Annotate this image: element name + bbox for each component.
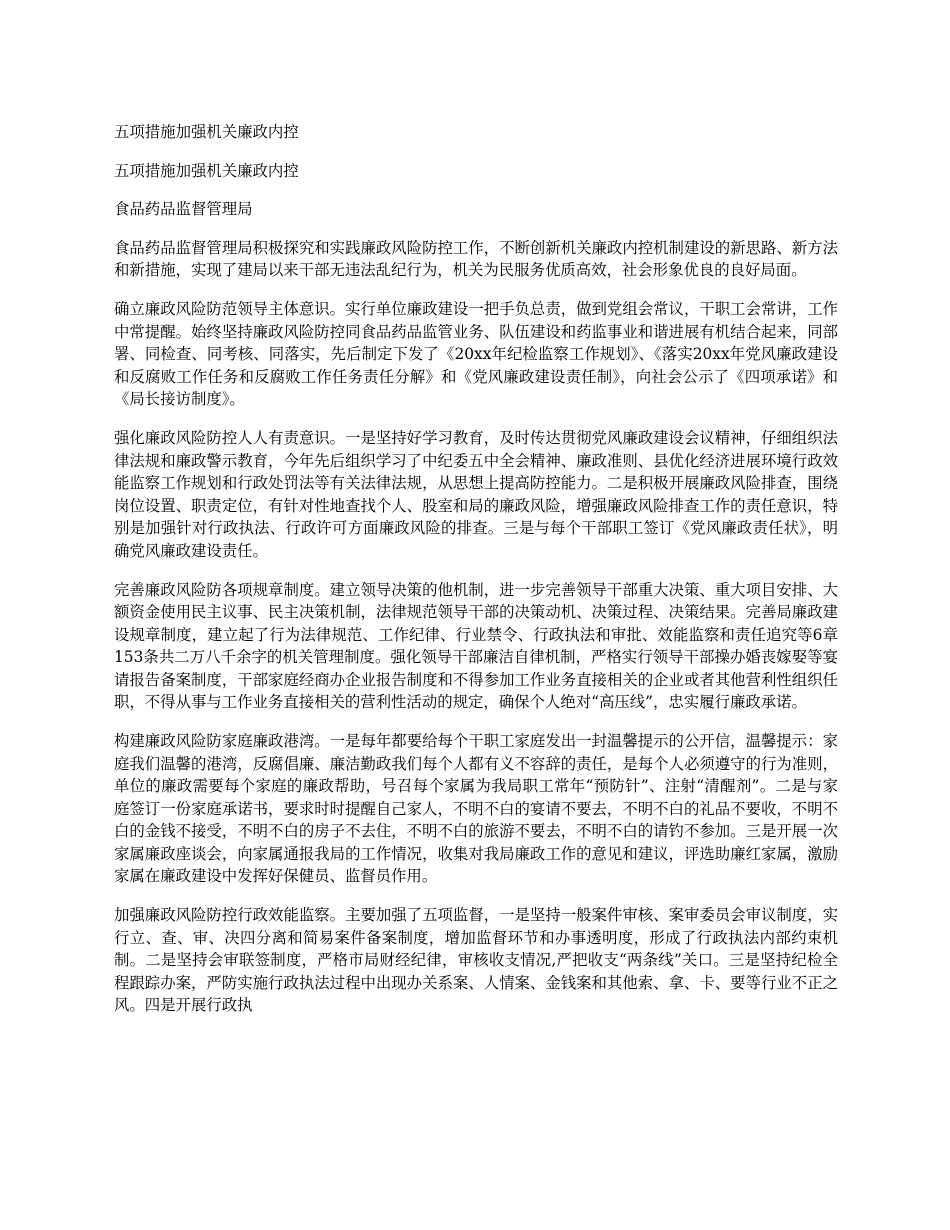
document-page	[114, 121, 838, 1033]
document-subtitle: 五项措施加强机关廉政内控	[114, 161, 299, 180]
paragraph-leadership: 确立廉政风险防范领导主体意识。实行单位廉政建设一把手负总责，做到党组会常议，干职工会常讲，工作中常提醒。始终坚持廉政风险防控同食品药品监管业务、队伍建设和药监事业和谐进展有机结合起来，同部署、同检查、同考核、同落实，先后制定下发了《20xx年纪检监察工作规划》、《落实20xx年党风廉政建设和反腐败工作任务和反腐败工作任务责任分解》和《党风廉政建设责任制》，向社会公示了《四项承诺》和《局长接访制度》。	[114, 300, 838, 408]
paragraph-intro: 食品药品监督管理局积极探究和实践廉政风险防控工作，不断创新机关廉政内控机制建设的新思路、新方法和新措施，实现了建局以来干部无违法乱纪行为，机关为民服务优质高效，社会形象优良的良好局面。	[114, 238, 838, 279]
organization-name: 食品药品监督管理局	[114, 200, 253, 218]
paragraph-family: 构建廉政风险防家庭廉政港湾。一是每年都要给每个干职工家庭发出一封温馨提示的公开信，温馨提示：家庭我们温馨的港湾，反腐倡廉、廉洁勤政我们每个人都有义不容辞的责任，是每个人必须遵守的行为准则，单位的廉政需要每个家庭的廉政帮助，号召每个家属为我局职工常年“预防针”、注射“清醒剂”。二是与家庭签订一份家庭承诺书，要求时时提醒自己家人，不明不白的宴请不要去，不明不白的礼品不要收，不明不白的金钱不接受，不明不白的房子不去住，不明不白的旅游不要去，不明不白的请钓不参加。三是开展一次家属廉政座谈会，向家属通报我局的工作情况，收集对我局廉政工作的意见和建议，评选助廉红家属，激励家属在廉政建设中发挥好保健员、监督员作用。	[114, 732, 838, 885]
paragraph-responsibility: 强化廉政风险防控人人有责意识。一是坚持好学习教育，及时传达贯彻党风廉政建设会议精神，仔细组织法律法规和廉政警示教育，今年先后组织学习了中纪委五中全会精神、廉政准则、县优化经济进展环境行政效能监察工作规划和行政处罚法等有关法律法规，从思想上提高防控能力。二是积极开展廉政风险排查，围绕岗位设置、职责定位，有针对性地查找个人、股室和局的廉政风险，增强廉政风险排查工作的责任意识，特别是加强针对行政执法、行政许可方面廉政风险的排查。三是与每个干部职工签订《党风廉政责任状》，明确党风廉政建设责任。	[114, 429, 838, 560]
paragraph-regulations: 完善廉政风险防各项规章制度。建立领导决策的他机制，进一步完善领导干部重大决策、重大项目安排、大额资金使用民主议事、民主决策机制，法律规范领导干部的决策动机、决策过程、决策结果。完善局廉政建设规章制度，建立起了行为法律规范、工作纪律、行业禁令、行政执法和审批、效能监察和责任追究等6章153条共二万八千余字的机关管理制度。强化领导干部廉洁自律机制，严格实行领导干部操办婚丧嫁娶等宴请报告备案制度，干部家庭经商办企业报告制度和不得参加工作业务直接相关的企业或者其他营利性组织任职，不得从事与工作业务直接相关的营利性活动的规定，确保个人绝对“高压线”，忠实履行廉政承诺。	[114, 580, 838, 711]
document-title: 五项措施加强机关廉政内控	[114, 123, 299, 141]
paragraph-supervision: 加强廉政风险防控行政效能监察。主要加强了五项监督，一是坚持一般案件审核、案审委员会审议制度，实行立、查、审、决四分离和简易案件备案制度，增加监督环节和办事透明度，形成了行政执法内部约束机制。二是坚持会审联签制度，严格市局财经纪律，审核收支情况,严把收支“两条线”关口。三是坚持纪检全程跟踪办案，严防实施行政执法过程中出现办关系案、人情案、金钱案和其他索、拿、卡、要等行业不正之风。四是开展行政执	[114, 906, 838, 1014]
